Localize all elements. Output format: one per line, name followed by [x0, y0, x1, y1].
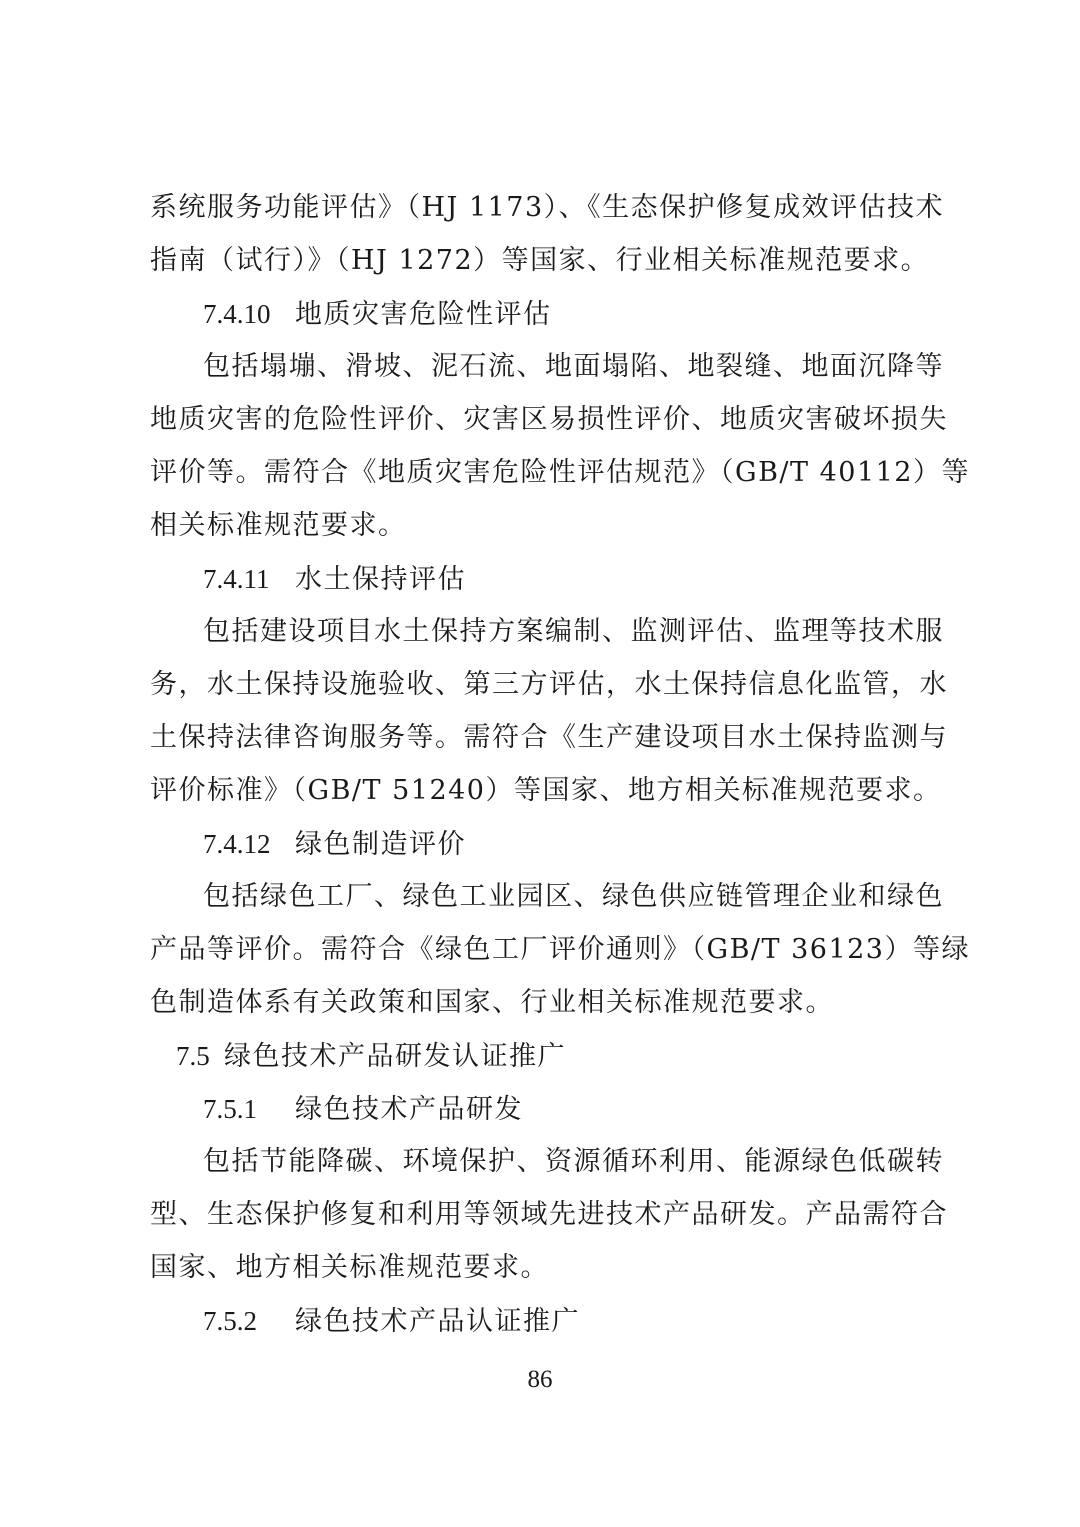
section-heading-7-5-1 [203, 1089, 523, 1129]
paragraph-line: 包括塌塴、滑坡、泥石流、地面塌陷、地裂缝、地面沉降等 [203, 351, 944, 382]
paragraph-line: 评价标准》（GB/T 51240）等国家、地方相关标准规范要求。 [150, 775, 942, 806]
section-number: 7.5.2 [203, 1306, 257, 1336]
paragraph-line: 系统服务功能评估》（HJ 1173）、《生态保护修复成效评估技术 [150, 192, 945, 223]
paragraph-line: 国家、地方相关标准规范要求。 [150, 1252, 549, 1283]
paragraph-line: 指南（试行）》（HJ 1272）等国家、行业相关标准规范要求。 [150, 245, 930, 276]
paragraph-line: 土保持法律咨询服务等。需符合《生产建设项目水土保持监测与 [150, 722, 948, 753]
paragraph-line: 务，水土保持设施验收、第三方评估，水土保持信息化监管，水 [150, 669, 948, 700]
paragraph-line: 地质灾害的危险性评价、灾害区易损性评价、地质灾害破坏损失 [150, 404, 948, 435]
paragraph-line: 包括绿色工厂、绿色工业园区、绿色供应链管理企业和绿色 [203, 881, 944, 912]
section-number: 7.4.11 [203, 564, 270, 594]
section-heading-7-4-12 [203, 824, 466, 864]
paragraph-line: 评价等。需符合《地质灾害危险性评估规范》（GB/T 40112）等 [150, 457, 970, 488]
section-title: 绿色技术产品认证推广 [295, 1306, 580, 1337]
section-title: 地质灾害危险性评估 [295, 299, 552, 330]
page-number: 86 [527, 1366, 553, 1393]
section-heading-7-4-10 [203, 294, 552, 334]
section-title: 绿色制造评价 [295, 829, 466, 860]
paragraph-line: 相关标准规范要求。 [150, 510, 407, 541]
paragraph-line: 产品等评价。需符合《绿色工厂评价通则》（GB/T 36123）等绿 [150, 934, 970, 965]
section-heading-7-4-11 [203, 559, 466, 599]
paragraph-line: 包括建设项目水土保持方案编制、监测评估、监理等技术服 [203, 616, 944, 647]
section-number: 7.5 [176, 1041, 210, 1071]
paragraph-line: 色制造体系有关政策和国家、行业相关标准规范要求。 [150, 987, 834, 1018]
section-number: 7.4.10 [203, 299, 271, 329]
section-number: 7.5.1 [203, 1094, 257, 1124]
paragraph-line: 包括节能降碳、环境保护、资源循环利用、能源绿色低碳转 [203, 1146, 944, 1177]
section-heading-7-5 [176, 1036, 566, 1076]
section-title: 绿色技术产品研发 [295, 1094, 523, 1125]
section-number: 7.4.12 [203, 829, 271, 859]
section-title: 水土保持评估 [295, 564, 466, 595]
section-title: 绿色技术产品研发认证推广 [224, 1041, 566, 1072]
paragraph-line: 型、生态保护修复和利用等领域先进技术产品研发。产品需符合 [150, 1199, 948, 1230]
section-heading-7-5-2 [203, 1301, 580, 1341]
